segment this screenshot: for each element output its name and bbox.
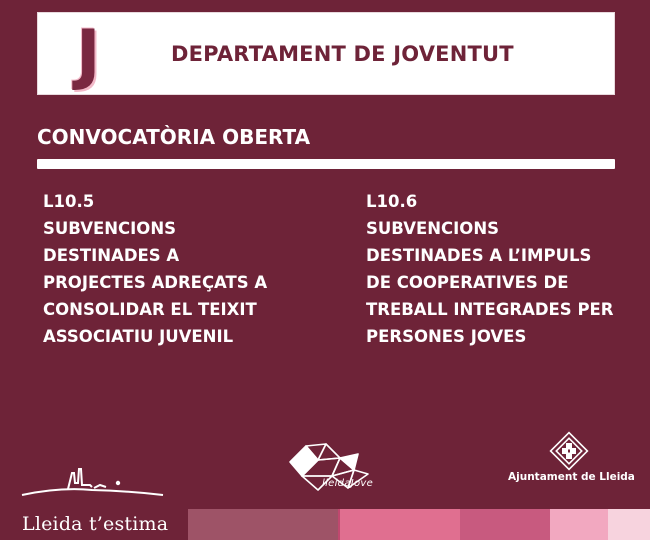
- program-line: SUBVENCIONS: [366, 219, 500, 238]
- program-code: L10.6: [366, 192, 418, 211]
- program-l10-5: [43, 188, 313, 350]
- strip-segment: [340, 509, 460, 540]
- divider: [37, 159, 615, 169]
- ajuntament-wordmark: Ajuntament de Lleida: [508, 471, 635, 483]
- lleida-jove-wordmark: lleidaJove: [322, 478, 374, 489]
- program-line: ASSOCIATIU JUVENIL: [43, 327, 234, 346]
- program-line: DE COOPERATIVES DE: [366, 273, 569, 292]
- strip-segment: [188, 509, 338, 540]
- call-status-title: CONVOCATÒRIA OBERTA: [37, 125, 311, 149]
- header-box: [37, 12, 615, 95]
- strip-segment: [550, 509, 608, 540]
- program-line: CONSOLIDAR EL TEIXIT: [43, 300, 257, 319]
- program-line: PERSONES JOVES: [366, 327, 527, 346]
- strip-segment: [460, 509, 550, 540]
- program-line: PROJECTES ADREÇATS A: [43, 273, 268, 292]
- program-code: L10.5: [43, 192, 95, 211]
- strip-segment: [608, 509, 650, 540]
- ajuntament-crest-logo: [549, 431, 589, 471]
- program-l10-6: [366, 188, 636, 350]
- footer-slogan: Lleida t’estima: [22, 513, 169, 535]
- lleida-jove-logo: [288, 440, 388, 498]
- department-letter-logo: J: [76, 16, 101, 93]
- department-title: DEPARTAMENT DE JOVENTUT: [171, 42, 514, 66]
- lleida-skyline-logo: [20, 463, 165, 499]
- program-line: SUBVENCIONS: [43, 219, 177, 238]
- program-line: TREBALL INTEGRADES PER: [366, 300, 614, 319]
- program-line: DESTINADES A L’IMPULS: [366, 246, 592, 265]
- program-line: DESTINADES A: [43, 246, 180, 265]
